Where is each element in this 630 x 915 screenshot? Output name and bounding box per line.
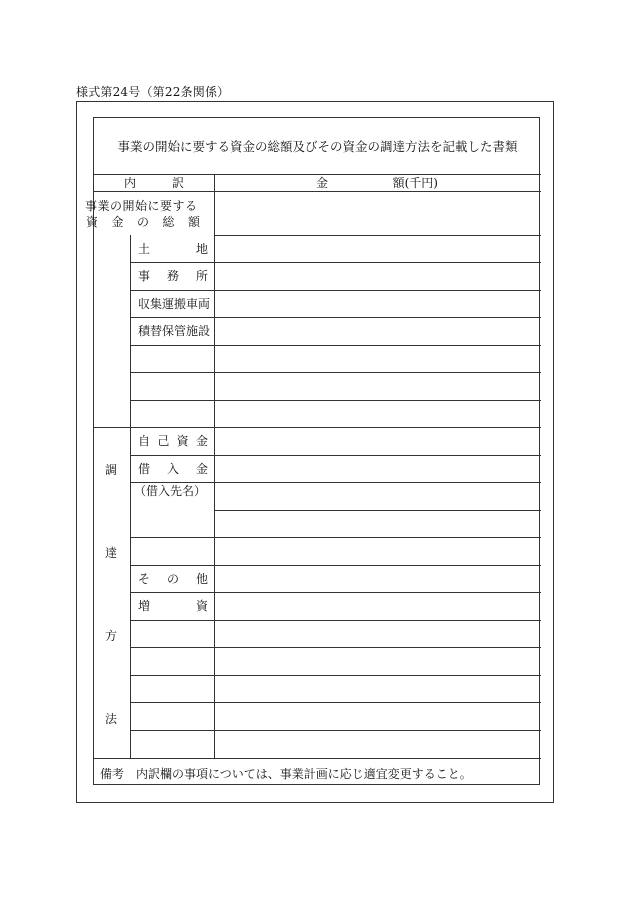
- funding-side-char: 調: [105, 463, 118, 477]
- form-number-label: 様式第24号（第22条関係）: [76, 85, 230, 99]
- label-char: 金: [111, 215, 124, 229]
- label-char: そ: [138, 572, 151, 586]
- header-amount-char: 金: [316, 176, 329, 190]
- rule: [214, 510, 541, 511]
- label-char: 金: [195, 434, 208, 448]
- label-char: 増: [138, 599, 151, 613]
- rule: [130, 455, 541, 456]
- rule: [130, 317, 541, 318]
- rule: [130, 345, 541, 346]
- label-char: 資: [86, 215, 99, 229]
- document-title: 事業の開始に要する資金の総額及びその資金の調達方法を記載した書類: [117, 139, 518, 154]
- label-char: 資: [195, 599, 208, 613]
- label-char: 土: [138, 242, 151, 256]
- rule: [130, 592, 541, 593]
- rule-side-column: [130, 235, 131, 758]
- rule: [130, 702, 541, 703]
- label-char: 資: [176, 434, 189, 448]
- item-office: [138, 269, 208, 283]
- item-borrowings: [138, 462, 208, 476]
- label-char: 他: [195, 572, 208, 586]
- label-char: 事: [138, 269, 151, 283]
- rule: [130, 537, 541, 538]
- header-breakdown-char: 訳: [171, 176, 184, 190]
- funding-table: [85, 117, 540, 785]
- rule: [130, 482, 541, 483]
- total-funds-label-line2: [86, 215, 200, 229]
- label-char: 己: [157, 434, 170, 448]
- header-amount: [316, 176, 438, 190]
- rule-remarks-top: [94, 758, 541, 759]
- rule: [130, 675, 541, 676]
- rule-column-divider: [214, 174, 215, 758]
- rule: [130, 565, 541, 566]
- item-lender-name: （借入先名）: [134, 484, 207, 498]
- label-char: 額: [187, 215, 200, 229]
- item-transfer-storage-facility: 積替保管施設: [138, 324, 211, 338]
- funding-side-char: 法: [105, 712, 118, 726]
- label-char: 自: [138, 434, 151, 448]
- item-capital-increase: [138, 599, 208, 613]
- label-char: の: [136, 215, 149, 229]
- rule: [130, 262, 541, 263]
- rule: [130, 290, 541, 291]
- rule: [130, 647, 541, 648]
- label-char: 務: [166, 269, 179, 283]
- rule: [130, 372, 541, 373]
- header-amount-unit: 額(千円): [392, 176, 438, 190]
- funding-side-char: 達: [105, 546, 118, 560]
- rule: [214, 235, 541, 236]
- rule-section-break: [94, 427, 541, 428]
- remarks: 備考 内訳欄の事項については、事業計画に応じ適宜変更すること。: [100, 767, 472, 781]
- item-land: [138, 242, 208, 256]
- label-char: 借: [138, 462, 151, 476]
- funding-side-char: 方: [105, 629, 118, 643]
- rule: [130, 730, 541, 731]
- label-char: 地: [195, 242, 208, 256]
- label-char: 入: [166, 462, 179, 476]
- label-char: 金: [195, 462, 208, 476]
- item-other: [138, 572, 208, 586]
- rule: [130, 620, 541, 621]
- rule: [130, 400, 541, 401]
- header-breakdown-char: 内: [124, 176, 137, 190]
- label-char: の: [166, 572, 179, 586]
- header-breakdown: [124, 176, 184, 190]
- total-funds-label: 事業の開始に要する: [85, 199, 198, 213]
- item-own-funds: [138, 434, 208, 448]
- label-char: 総: [162, 215, 175, 229]
- rule-title-bottom: [94, 174, 541, 175]
- rule-header-bottom: [94, 191, 541, 192]
- label-char: 所: [195, 269, 208, 283]
- item-collection-vehicles: 収集運搬車両: [138, 297, 211, 311]
